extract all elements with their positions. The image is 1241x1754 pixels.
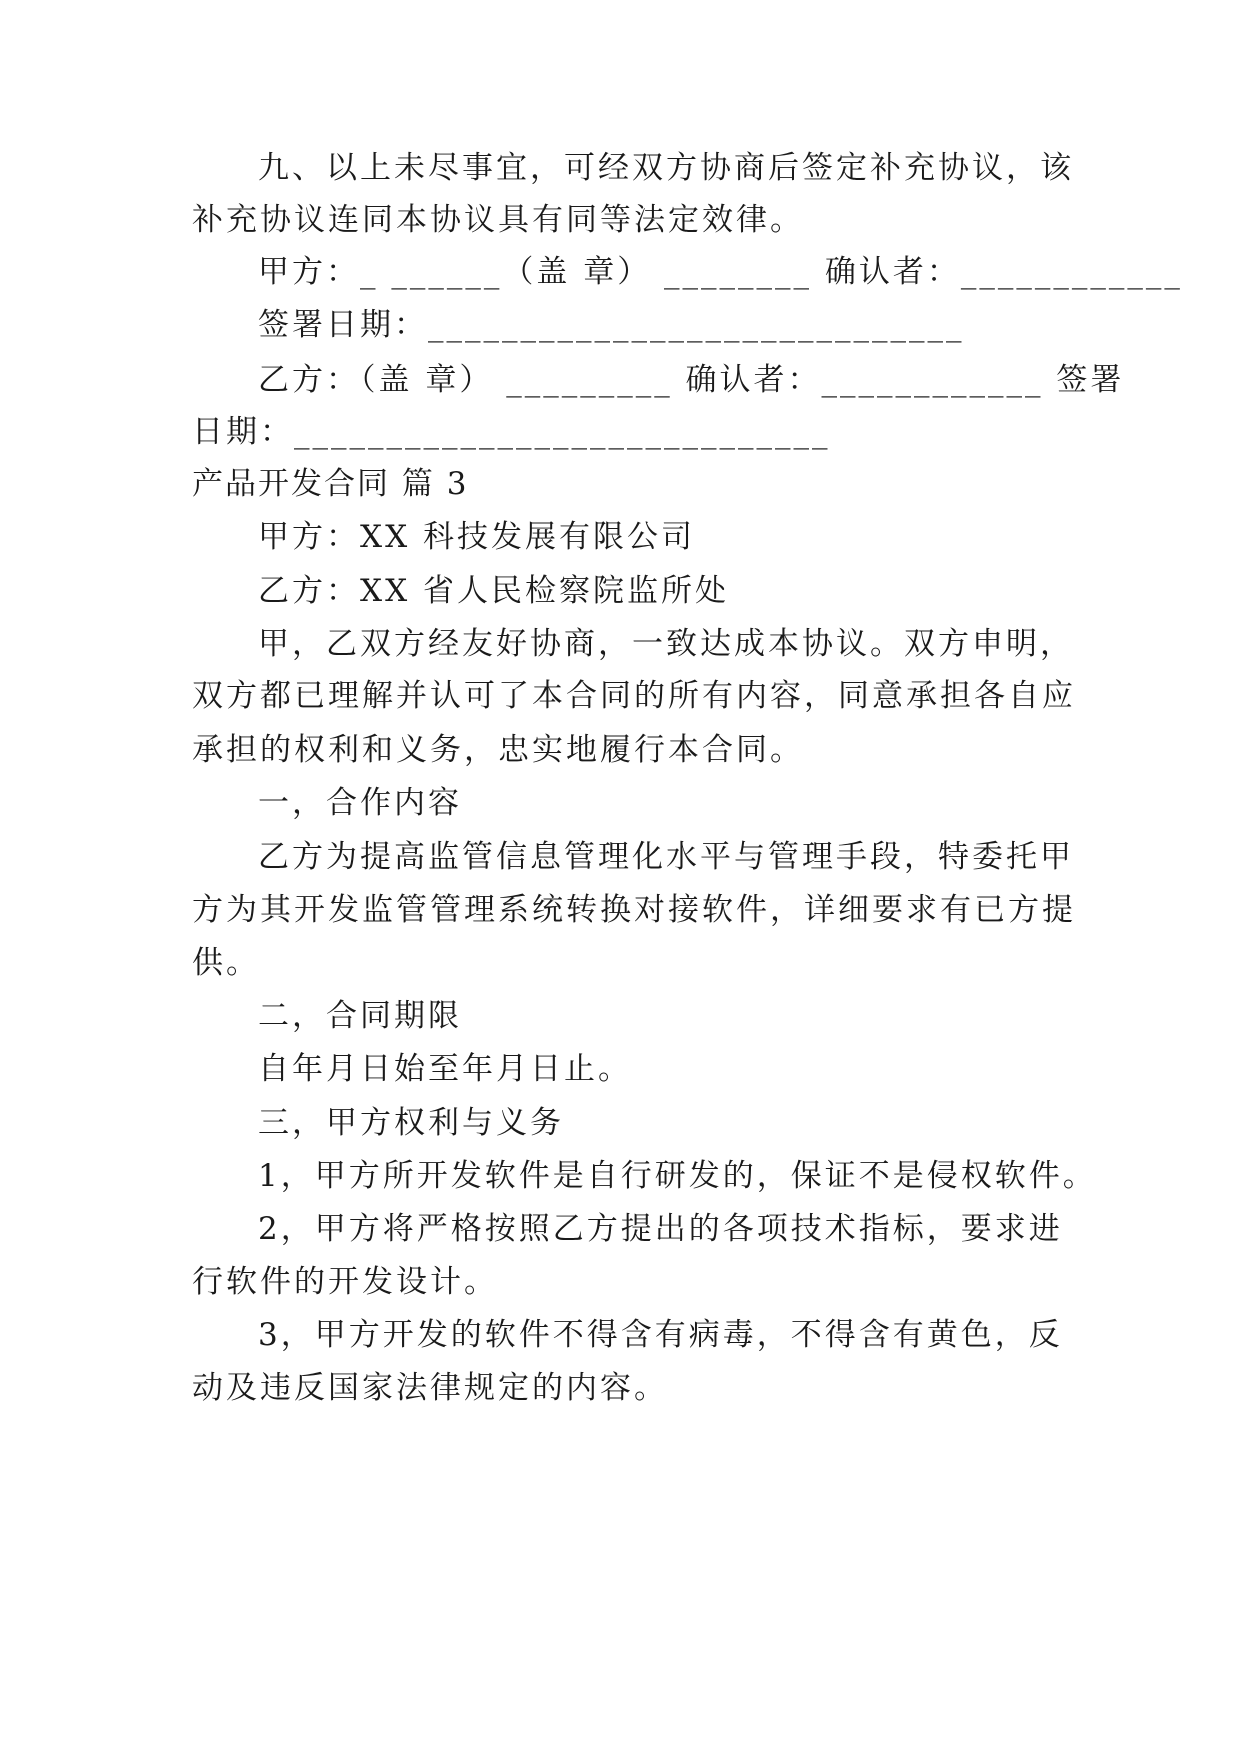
item-3-title: 三，甲方权利与义务 [258,1105,564,1141]
item-3-point-2-line-1: 2，甲方将严格按照乙方提出的各项技术指标，要求进 [258,1211,1063,1247]
party-a-sign-date: 签署日期：_____________________________ [258,307,965,343]
party-b-sign-date: 日期：_____________________________ [192,414,831,450]
section-title: 产品开发合同 篇 3 [192,466,469,502]
clause-9-line-2: 补充协议连同本协议具有同等法定效律。 [192,202,804,238]
item-3-point-3-line-2: 动及违反国家法律规定的内容。 [192,1370,668,1406]
item-3-point-2-line-2: 行软件的开发设计。 [192,1264,498,1300]
party-b-name: 乙方：XX 省人民检察院监所处 [258,573,729,609]
item-1-line-2: 方为其开发监管管理系统转换对接软件，详细要求有已方提 [192,892,1076,928]
party-a-signature-line: 甲方：_ ______（盖 章） ________ 确认者：____________ [258,254,1183,290]
item-3-point-1: 1，甲方所开发软件是自行研发的，保证不是侵权软件。 [258,1158,1097,1194]
item-2-line-1: 自年月日始至年月日止。 [258,1051,632,1087]
party-a-name: 甲方：XX 科技发展有限公司 [258,519,695,555]
clause-9-line-1: 九、以上未尽事宜，可经双方协商后签定补充协议，该 [258,150,1074,186]
item-1-title: 一，合作内容 [258,785,462,821]
party-b-signature-line: 乙方：（盖 章） _________ 确认者：____________ 签署 [258,362,1125,398]
preamble-line-3: 承担的权利和义务，忠实地履行本合同。 [192,732,804,768]
item-1-line-3: 供。 [192,945,260,981]
preamble-line-2: 双方都已理解并认可了本合同的所有内容，同意承担各自应 [192,678,1076,714]
item-3-point-3-line-1: 3，甲方开发的软件不得含有病毒，不得含有黄色，反 [258,1317,1063,1353]
preamble-line-1: 甲，乙双方经友好协商，一致达成本协议。双方申明， [258,626,1074,662]
item-2-title: 二，合同期限 [258,998,462,1034]
item-1-line-1: 乙方为提高监管信息管理化水平与管理手段，特委托甲 [258,839,1074,875]
